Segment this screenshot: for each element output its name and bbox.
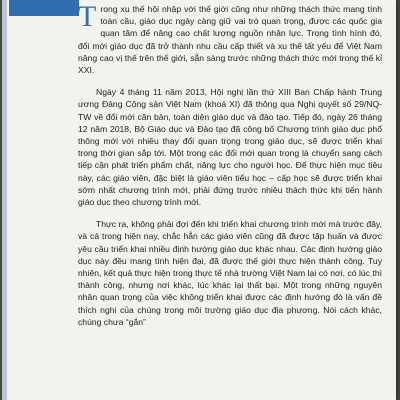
paragraph-2: Ngày 4 tháng 11 năm 2013, Hội nghị lần thứ XIII Ban Chấp hành Trung ương Đảng Cộng sản Việt Nam (khoá XI) đã thông qua Nghị quyết số 29/NQ-TW về đổi mới căn bản, toàn diện giáo dục và đào tạo. Tiếp đó, ngày 26 tháng 12 năm 2018, Bộ Giáo dục và Đào tạo đã công bố Chương trình giáo dục phổ thông mới với nhiều thay đổi quan trọng trong giáo dục, sẽ được triển khai trong thời gian sắp tới. Một trong các đổi mới quan trọng là chuyển sang cách tiếp cận phát triển phẩm chất, năng lực cho người học. Để thực hiện mục tiêu này, các giáo viên, đặc biệt là giáo viên tiểu học – cấp học sẽ được triển khai sớm nhất chương trình mới, phải đứng trước nhiều thách thức khi tiến hành giáo dục theo chương trình mới.	[78, 87, 382, 208]
paragraph-3: Thực ra, không phải đợi đến khi triển khai chương trình mới mà trước đây, và cả trong hiện nay, chắc hẳn các giáo viên cũng đã được tập huấn và được yêu cầu triển khai nhiều định hướng giáo dục khác nhau. Các định hướng giáo dục này đều mang tính hiện đại, đã được thế giới thực hiện thành công. Tuy nhiên, kết quả thực hiện trong thực tế nhà trường Việt Nam lại có nơi, có lúc thì thành công, nhưng nơi khác, lúc khác lại thất bại. Một trong những nguyên nhân quan trọng của việc không triển khai được các định hướng đó là vấn đề thích nghi của chúng trong môi trường giáo dục địa phương. Nói cách khác, chúng chưa “gắn”	[78, 219, 382, 327]
article-body	[78, 0, 382, 328]
paragraph-1	[78, 0, 382, 76]
page-left-bar	[2, 0, 7, 400]
blue-accent-strip	[9, 0, 79, 16]
book-page	[2, 0, 396, 400]
drop-cap: T	[78, 0, 97, 33]
paragraph-1-text: rong xu thế hội nhập với thế giới cũng như những thách thức mang tính toàn cầu, giáo dục ngày càng giữ vai trò quan trọng, được các quốc gia quan tâm để nâng cao chất lượng nguồn nhân lực. Trong tình hình đó, đổi mới giáo dục đã trở thành nhu cầu cấp thiết và xu thế tất yếu để Việt Nam nâng cao vị thế trên thế giới, sẵn sàng trước những thách thức mới trong thế kỉ XXI.	[78, 4, 382, 76]
